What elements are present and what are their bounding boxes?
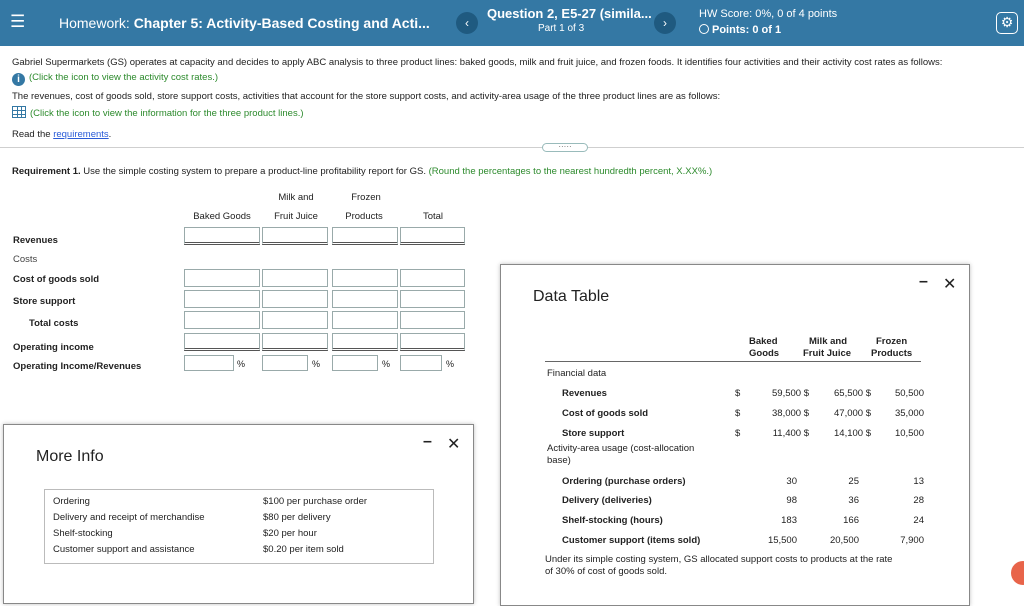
cogs-milk-input[interactable] (262, 269, 328, 287)
dt-customer-baked: 15,500 (767, 535, 797, 546)
revenues-frozen-input[interactable] (332, 227, 398, 245)
close-button[interactable]: ✕ (943, 276, 957, 293)
col-total: Total (422, 211, 444, 222)
col-milk-juice: Fruit Juice (274, 211, 318, 222)
dt-ordering-frozen: 13 (913, 476, 924, 487)
requirement-text: Requirement 1. Use the simple costing system to prepare a product-line profitability report for GS. (Round the percentages to the nearest hundredth percent, X.XX%.) (12, 166, 713, 177)
pct-total-input[interactable] (400, 355, 442, 371)
more-info-modal (3, 424, 474, 604)
divider (0, 147, 1024, 148)
cogs-frozen-input[interactable] (332, 269, 398, 287)
dt-cogs-label: Cost of goods sold (562, 408, 649, 419)
dt-delivery-label: Delivery (deliveries) (562, 495, 652, 506)
oi-baked-input[interactable] (184, 333, 260, 351)
revenues-total-input[interactable] (400, 227, 465, 245)
dt-delivery-frozen: 28 (913, 495, 924, 506)
dt-dollar: $ (735, 428, 741, 439)
dt-ordering-label: Ordering (purchase orders) (562, 476, 686, 487)
dt-col-milk-top: Milk and (809, 336, 848, 347)
oi-milk-input[interactable] (262, 333, 328, 351)
hamburger-icon[interactable]: ☰ (10, 12, 26, 31)
table-icon[interactable] (12, 106, 26, 118)
homework-title: Homework: Chapter 5: Activity-Based Costing and Acti... (59, 15, 430, 31)
dt-col-milk: Fruit Juice (803, 348, 852, 359)
expand-button[interactable]: ····· (542, 143, 588, 152)
col-frozen-top: Frozen (351, 192, 381, 203)
dt-support-frozen: 10,500 (894, 428, 924, 439)
row-oi-revenues: Operating Income/Revenues (13, 361, 142, 372)
row-store-support: Store support (13, 296, 76, 307)
dt-support-milk: 14,100 $ (834, 428, 871, 439)
dt-customer-milk: 20,500 (829, 535, 859, 546)
row-revenues: Revenues (13, 235, 58, 246)
dt-activity-usage: Activity-area usage (cost-allocation (547, 443, 695, 454)
row-cogs: Cost of goods sold (13, 274, 100, 285)
data-table-modal (500, 264, 970, 606)
pct-sign: % (237, 359, 246, 369)
totalcosts-frozen-input[interactable] (332, 311, 398, 329)
points: Points: 0 of 1 (699, 24, 781, 36)
list-item: Delivery and receipt of merchandise $80 per delivery (53, 512, 331, 523)
dt-header-rule (545, 361, 921, 362)
totalcosts-milk-input[interactable] (262, 311, 328, 329)
activity-rates-link[interactable]: i (Click the icon to view the activity cost rates.) (12, 72, 1017, 86)
requirements-link[interactable]: requirements (53, 129, 109, 140)
dt-support-baked: 11,400 $ (772, 428, 809, 439)
totalcosts-total-input[interactable] (400, 311, 465, 329)
dt-shelf-milk: 166 (843, 515, 859, 526)
support-total-input[interactable] (400, 290, 465, 308)
data-table-title: Data Table (533, 288, 610, 305)
oi-total-input[interactable] (400, 333, 465, 351)
col-milk-top: Milk and (278, 192, 314, 203)
help-bubble-button[interactable] (1011, 561, 1024, 585)
dt-revenues-baked: 59,500 $ (772, 388, 809, 399)
dt-footer-2: of 30% of cost of goods sold. (545, 566, 667, 577)
dt-col-baked-top: Baked (749, 336, 778, 347)
info-icon[interactable]: i (12, 73, 25, 86)
dt-cogs-milk: 47,000 $ (834, 408, 871, 419)
row-costs: Costs (13, 254, 38, 265)
dt-cogs-frozen: 35,000 (894, 408, 924, 419)
dt-col-baked: Goods (749, 348, 780, 359)
dt-customer-label: Customer support (items sold) (562, 535, 701, 546)
list-item: Ordering $100 per purchase order (53, 496, 368, 507)
dt-shelf-frozen: 24 (913, 515, 924, 526)
points-circle-icon (699, 24, 709, 34)
dt-ordering-baked: 30 (786, 476, 797, 487)
prev-question-button[interactable]: ‹ (456, 12, 478, 34)
product-lines-link[interactable]: (Click the icon to view the information for the three product lines.) (12, 106, 1017, 120)
pct-sign: % (446, 359, 455, 369)
dt-activity-usage-2: base) (547, 455, 571, 466)
cogs-total-input[interactable] (400, 269, 465, 287)
pct-sign: % (312, 359, 321, 369)
top-bar (0, 0, 1024, 46)
hw-score: HW Score: 0%, 0 of 4 points (699, 8, 838, 20)
dt-cogs-baked: 38,000 $ (772, 408, 809, 419)
dt-financial-data: Financial data (547, 368, 607, 379)
dt-footer-1: Under its simple costing system, GS allocated support costs to products at the rate (545, 554, 893, 565)
dt-revenues-milk: 65,500 $ (834, 388, 871, 399)
close-button[interactable]: ✕ (447, 436, 461, 453)
oi-frozen-input[interactable] (332, 333, 398, 351)
dt-delivery-milk: 36 (848, 495, 859, 506)
row-total-costs: Total costs (29, 318, 79, 329)
read-requirements: Read the requirements. (12, 129, 112, 140)
dt-delivery-baked: 98 (786, 495, 797, 506)
dt-col-frozen: Products (871, 348, 913, 359)
dt-shelf-label: Shelf-stocking (hours) (562, 515, 663, 526)
support-frozen-input[interactable] (332, 290, 398, 308)
dt-customer-frozen: 7,900 (900, 535, 924, 546)
intro-text-1: Gabriel Supermarkets (GS) operates at capacity and decides to apply ABC analysis to three product lines: baked goods, milk and fruit juice, and frozen foods. It identifies four activities and their activity cost rates as follows: (12, 57, 943, 68)
intro-text-2: The revenues, cost of goods sold, store support costs, activities that account for the store support costs, and activity-area usage of the three product lines are as follows: (12, 91, 721, 102)
dt-dollar: $ (735, 408, 741, 419)
dt-dollar: $ (735, 388, 741, 399)
list-item: Shelf-stocking $20 per hour (53, 528, 317, 539)
pct-milk-input[interactable] (262, 355, 308, 371)
minimize-button[interactable]: – (919, 273, 928, 290)
problem-intro (12, 57, 1017, 141)
pct-frozen-input[interactable] (332, 355, 378, 371)
dt-ordering-milk: 25 (848, 476, 859, 487)
pct-baked-input[interactable] (184, 355, 234, 371)
question-title: Question 2, E5-27 (simila... (487, 6, 652, 21)
dt-revenues-label: Revenues (562, 388, 607, 399)
totalcosts-baked-input[interactable] (184, 311, 260, 329)
support-milk-input[interactable] (262, 290, 328, 308)
dt-support-label: Store support (562, 428, 625, 439)
revenues-baked-input[interactable] (184, 227, 260, 245)
more-info-title: More Info (36, 448, 104, 465)
cogs-baked-input[interactable] (184, 269, 260, 287)
revenues-milk-input[interactable] (262, 227, 328, 245)
dt-revenues-frozen: 50,500 (894, 388, 924, 399)
activity-rates-table (44, 489, 434, 564)
gear-icon[interactable]: ⚙ (996, 12, 1018, 34)
minimize-button[interactable]: – (423, 433, 432, 450)
dt-shelf-baked: 183 (781, 515, 797, 526)
row-operating-income: Operating income (13, 342, 94, 353)
list-item: Customer support and assistance $0.20 per item sold (53, 544, 344, 555)
question-part: Part 1 of 3 (538, 23, 585, 34)
col-frozen-products: Products (345, 211, 383, 222)
next-question-button[interactable]: › (654, 12, 676, 34)
dt-col-frozen-top: Frozen (876, 336, 908, 347)
pct-sign: % (382, 359, 391, 369)
support-baked-input[interactable] (184, 290, 260, 308)
col-baked-goods: Baked Goods (193, 211, 251, 222)
